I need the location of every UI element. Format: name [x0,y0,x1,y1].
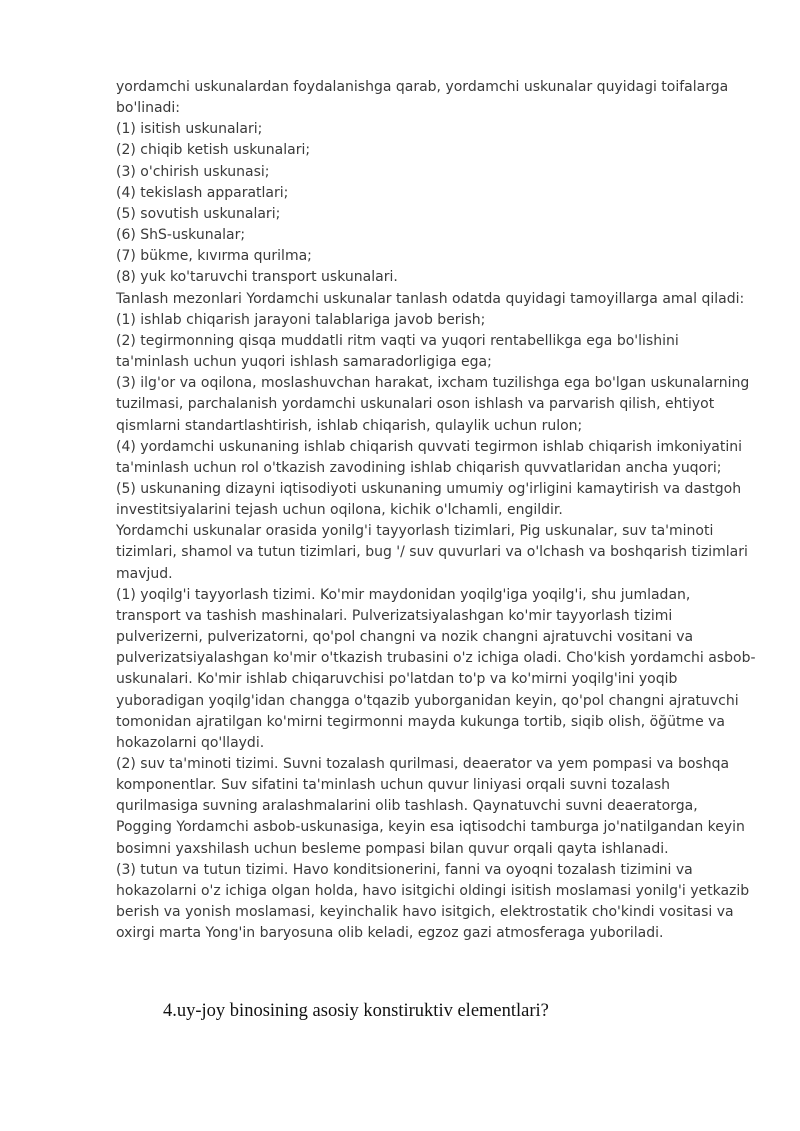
list-item-2: (2) chiqib ketish uskunalari; [116,142,311,159]
system-item-1: (1) yoqilg'i tayyorlash tizimi. Ko'mir maydonidan yoqilg'iga yoqilg'i, shu jumladan, transport va tashish mashinalari. Pulverizatsiyalashgan ko'mir tayyorlash tizimi pulverizerni, pulverizatorni, qo'pol changni va nozik changni ajratuvchi vositani va pulverizatsiyalashgan ko'mir o'tkazish trubasini o'z ichiga oladi. Cho'kish yordamchi asbob-uskunalari. Ko'mir ishlab chiqaruvchisi po'latdan to'p va ko'mirni yoqilg'ini yoqib yuboradigan yoqilg'idan changga o'tqazib yuborganidan keyin, qo'pol changni ajratuvchi tomonidan ajratilgan ko'mirni tegirmonni mayda kukunga tortib, siqib olish, öğütme va hokazolarni qo'llaydi. [116,586,756,751]
list-item-3: (3) o'chirish uskunasi; [116,163,270,180]
criteria-item-2: (2) tegirmonning qisqa muddatli ritm vaqti va yuqori rentabellikga ega bo'lishini ta'minlash uchun yuqori ishlash samaradorligiga ega; [116,332,679,371]
list-item-4: (4) tekislash apparatlari; [116,184,289,201]
paragraph-criteria: Tanlash mezonlari Yordamchi uskunalar tanlash odatda quyidagi tamoyillarga amal qiladi: [116,290,745,307]
paragraph-systems: Yordamchi uskunalar orasida yonilg'i tayyorlash tizimlari, Pig uskunalar, suv ta'minoti tizimlari, shamol va tutun tizimlari, bug '/ suv quvurlari va o'lchash va boshqarish tizimlari mavjud. [116,523,748,582]
list-item-7: (7) bükme, kıvırma qurilma; [116,248,312,265]
list-item-6: (6) ShS-uskunalar; [116,227,246,244]
system-item-3: (3) tutun va tutun tizimi. Havo konditsionerini, fanni va oyoqni tozalash tizimini va hokazolarni o'z ichiga olgan holda, havo isitgichi oldingi isitish moslamasi yonilg'i yetkazib berish va yonish moslamasi, keyinchalik havo isitgich, elektrostatik cho'kindi vositasi va oxirgi marta Yong'in baryosuna olib keladi, egzoz gazi atmosferaga yuboriladi. [116,861,750,942]
section-heading: 4.uy-joy binosining asosiy konstiruktiv elementlari? [163,1001,549,1021]
paragraph-intro: yordamchi uskunalardan foydalanishga qarab, yordamchi uskunalar quyidagi toifalarga bo'linadi: [116,79,729,117]
criteria-item-3: (3) ilg'or va oqilona, moslashuvchan harakat, ixcham tuzilishga ega bo'lgan uskunalarning tuzilmasi, parchalanish yordamchi uskunalari oson ishlash va parvarish qilish, ehtiyot qismlarni standartlashtirish, ishlab chiqarish, qulaylik uchun rulon; [116,375,750,434]
criteria-item-1: (1) ishlab chiqarish jarayoni talablariga javob berish; [116,311,486,328]
criteria-item-4: (4) yordamchi uskunaning ishlab chiqarish quvvati tegirmon ishlab chiqarish imkoniyatini ta'minlash uchun rol o'tkazish zavodining ishlab chiqarish quvvatlaridan ancha yuqori; [116,438,743,476]
criteria-item-5: (5) uskunaning dizayni iqtisodiyoti uskunaning umumiy og'irligini kamaytirish va dastgoh investitsiyalarini tejash uchun oqilona, kichik o'lchamli, engildir. [116,480,742,519]
list-item-5: (5) sovutish uskunalari; [116,205,281,222]
body-text [116,77,756,944]
list-item-8: (8) yuk ko'taruvchi transport uskunalari. [116,269,398,286]
list-item-1: (1) isitish uskunalari; [116,121,263,138]
system-item-2: (2) suv ta'minoti tizimi. Suvni tozalash qurilmasi, deaerator va yem pompasi va boshqa komponentlar. Suv sifatini ta'minlash uchun quvur liniyasi orqali suvni tozalash qurilmasiga suvning aralashmalarini olib tashlash. Qaynatuvchi suvni deaeratorga, Pogging Yordamchi asbob-uskunasiga, keyin esa iqtisodchi tamburga jo'natilgandan keyin bosimni yaxshilash uchun besleme pompasi bilan quvur orqali qayta ishlanadi. [116,756,745,857]
